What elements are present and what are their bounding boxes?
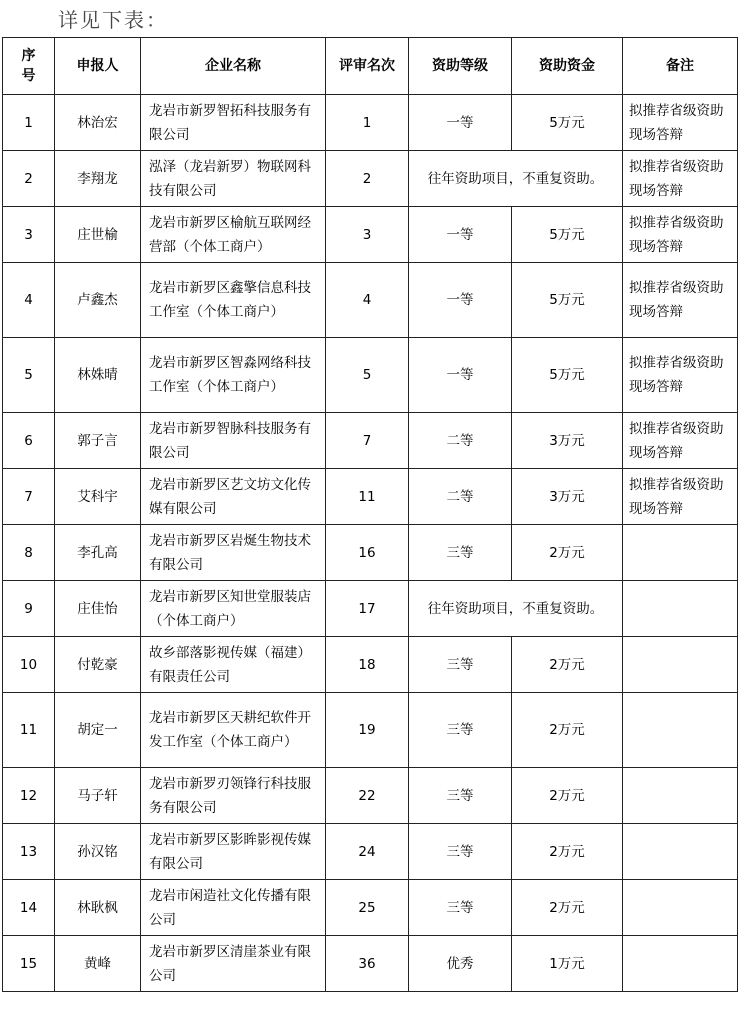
cell-seq: 8 [3,525,55,581]
cell-rank: 24 [326,824,409,880]
cell-company: 龙岩市新罗区影眸影视传媒有限公司 [141,824,326,880]
table-row [3,469,738,525]
cell-grade: 一等 [409,95,512,151]
table-row [3,936,738,992]
cell-grade: 三等 [409,768,512,824]
table-row [3,338,738,413]
cell-rank: 11 [326,469,409,525]
cell-rank: 2 [326,151,409,207]
table-body [3,95,738,992]
cell-company: 龙岩市新罗区艺文坊文化传媒有限公司 [141,469,326,525]
cell-fund: 2万元 [512,824,623,880]
cell-applicant: 林治宏 [55,95,141,151]
cell-grade: 一等 [409,338,512,413]
cell-seq: 5 [3,338,55,413]
cell-note: 拟推荐省级资助现场答辩 [623,338,738,413]
cell-seq: 14 [3,880,55,936]
cell-seq: 7 [3,469,55,525]
cell-seq: 15 [3,936,55,992]
table-row [3,768,738,824]
cell-applicant: 胡定一 [55,693,141,768]
cell-fund: 2万元 [512,768,623,824]
cell-company: 泓泽（龙岩新罗）物联网科技有限公司 [141,151,326,207]
cell-seq: 6 [3,413,55,469]
cell-note: 拟推荐省级资助现场答辩 [623,263,738,338]
cell-rank: 25 [326,880,409,936]
cell-grade: 一等 [409,263,512,338]
cell-rank: 22 [326,768,409,824]
cell-rank: 4 [326,263,409,338]
cell-note [623,936,738,992]
cell-company: 龙岩市闲造社文化传播有限公司 [141,880,326,936]
cell-fund: 2万元 [512,880,623,936]
table-row [3,413,738,469]
funding-table [2,37,738,992]
table-row [3,151,738,207]
cell-rank: 1 [326,95,409,151]
cell-note: 拟推荐省级资助现场答辩 [623,151,738,207]
cell-grade: 三等 [409,525,512,581]
cell-applicant: 庄世榆 [55,207,141,263]
cell-fund: 1万元 [512,936,623,992]
cell-applicant: 林耿枫 [55,880,141,936]
cell-note [623,525,738,581]
cell-rank: 3 [326,207,409,263]
cell-applicant: 黄峰 [55,936,141,992]
cell-fund: 3万元 [512,469,623,525]
cell-grade: 一等 [409,207,512,263]
cell-company: 龙岩市新罗区榆航互联网经营部（个体工商户） [141,207,326,263]
cell-applicant: 马子轩 [55,768,141,824]
cell-note: 拟推荐省级资助现场答辩 [623,469,738,525]
cell-seq: 10 [3,637,55,693]
cell-company: 龙岩市新罗刃领锋行科技服务有限公司 [141,768,326,824]
table-row [3,880,738,936]
cell-fund: 5万元 [512,338,623,413]
cell-seq: 1 [3,95,55,151]
cell-note [623,768,738,824]
cell-applicant: 付乾豪 [55,637,141,693]
cell-company: 龙岩市新罗区鑫擎信息科技工作室（个体工商户） [141,263,326,338]
table-row [3,95,738,151]
cell-fund: 5万元 [512,263,623,338]
cell-rank: 18 [326,637,409,693]
cell-company: 故乡部落影视传媒（福建）有限责任公司 [141,637,326,693]
cell-grade: 二等 [409,469,512,525]
cell-note [623,581,738,637]
cell-fund: 3万元 [512,413,623,469]
cell-rank: 16 [326,525,409,581]
cell-applicant: 卢鑫杰 [55,263,141,338]
cell-rank: 36 [326,936,409,992]
table-row [3,824,738,880]
table-row [3,207,738,263]
header-applicant: 申报人 [55,38,141,95]
table-row [3,693,738,768]
cell-note [623,824,738,880]
cell-seq: 2 [3,151,55,207]
cell-seq: 13 [3,824,55,880]
cell-company: 龙岩市新罗区知世堂服装店（个体工商户） [141,581,326,637]
cell-fund: 2万元 [512,637,623,693]
cell-applicant: 李翔龙 [55,151,141,207]
cell-company: 龙岩市新罗区智淼网络科技工作室（个体工商户） [141,338,326,413]
cell-note [623,693,738,768]
cell-fund: 5万元 [512,95,623,151]
cell-company: 龙岩市新罗智拓科技服务有限公司 [141,95,326,151]
cell-merged-note: 往年资助项目，不重复资助。 [409,151,623,207]
cell-fund: 2万元 [512,525,623,581]
cell-grade: 三等 [409,637,512,693]
header-grade: 资助等级 [409,38,512,95]
cell-applicant: 林姝晴 [55,338,141,413]
cell-fund: 2万元 [512,693,623,768]
cell-applicant: 李孔高 [55,525,141,581]
cell-grade: 三等 [409,693,512,768]
header-note: 备注 [623,38,738,95]
cell-company: 龙岩市新罗区清崖茶业有限公司 [141,936,326,992]
cell-company: 龙岩市新罗区天耕纪软件开发工作室（个体工商户） [141,693,326,768]
cell-rank: 5 [326,338,409,413]
cell-company: 龙岩市新罗智脉科技服务有限公司 [141,413,326,469]
cell-grade: 三等 [409,880,512,936]
header-company: 企业名称 [141,38,326,95]
cell-applicant: 孙汉铭 [55,824,141,880]
cell-note [623,637,738,693]
cell-note: 拟推荐省级资助现场答辩 [623,207,738,263]
cell-seq: 4 [3,263,55,338]
table-row [3,263,738,338]
intro-text: 详见下表： [58,8,168,32]
header-row [3,38,738,95]
cell-grade: 三等 [409,824,512,880]
cell-rank: 19 [326,693,409,768]
cell-grade: 二等 [409,413,512,469]
cell-grade: 优秀 [409,936,512,992]
cell-note [623,880,738,936]
cell-seq: 3 [3,207,55,263]
cell-rank: 17 [326,581,409,637]
table-row [3,581,738,637]
cell-note: 拟推荐省级资助现场答辩 [623,413,738,469]
cell-applicant: 郭子言 [55,413,141,469]
cell-note: 拟推荐省级资助现场答辩 [623,95,738,151]
table-row [3,525,738,581]
cell-applicant: 庄佳怡 [55,581,141,637]
header-fund: 资助资金 [512,38,623,95]
cell-company: 龙岩市新罗区岩烻生物技术有限公司 [141,525,326,581]
cell-fund: 5万元 [512,207,623,263]
header-seq: 序号 [3,38,55,95]
cell-seq: 9 [3,581,55,637]
cell-applicant: 艾科宇 [55,469,141,525]
cell-merged-note: 往年资助项目，不重复资助。 [409,581,623,637]
cell-seq: 12 [3,768,55,824]
cell-rank: 7 [326,413,409,469]
header-rank: 评审名次 [326,38,409,95]
table-row [3,637,738,693]
cell-seq: 11 [3,693,55,768]
